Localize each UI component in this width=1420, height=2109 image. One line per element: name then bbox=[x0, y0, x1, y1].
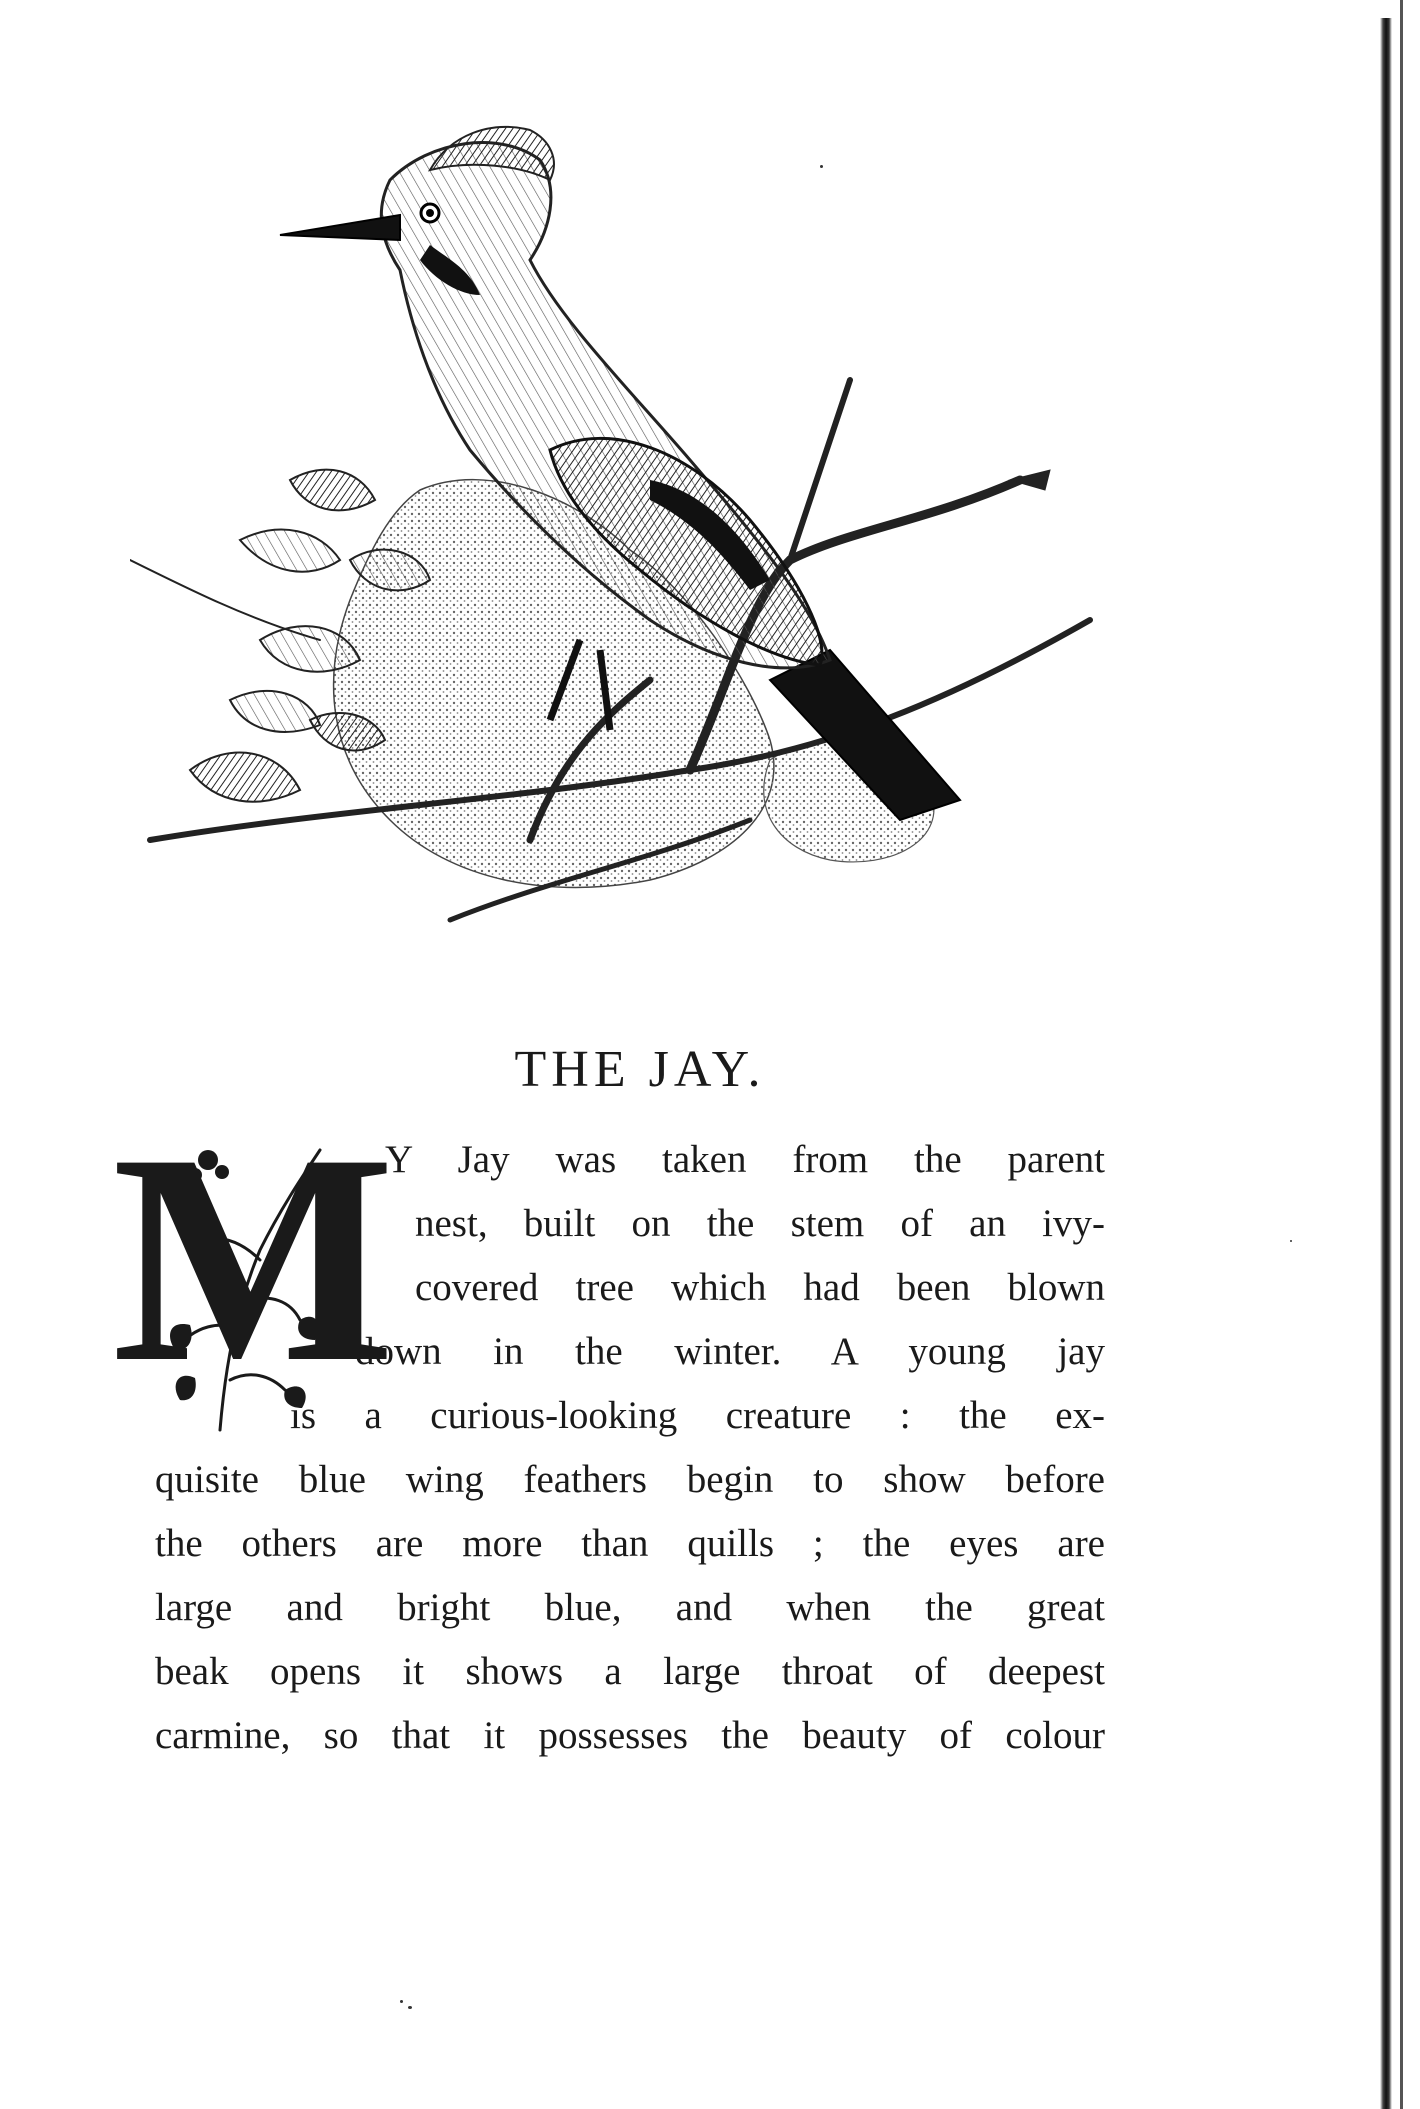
chapter-title: THE JAY. bbox=[514, 1041, 766, 1098]
text-line-8: large and bright blue, and when the great bbox=[155, 1586, 1105, 1629]
text-line-1: Y Jay was taken from the parent bbox=[385, 1138, 1105, 1181]
page-edge-shadow bbox=[1380, 18, 1392, 2109]
page-edge-line bbox=[1400, 0, 1403, 2109]
jay-illustration bbox=[130, 120, 1130, 970]
jay-beak bbox=[280, 215, 400, 240]
text-line-5: is a curious-looking creature : the ex- bbox=[290, 1394, 1105, 1437]
body-text bbox=[155, 1128, 1105, 1768]
text-line-4: down in the winter. A young jay bbox=[355, 1330, 1105, 1373]
dropcap-letter: M bbox=[112, 1092, 396, 1424]
text-line-9: beak opens it shows a large throat of deepest bbox=[155, 1650, 1105, 1693]
text-line-6: quisite blue wing feathers begin to show before bbox=[155, 1458, 1105, 1501]
text-line-7: the others are more than quills ; the eyes are bbox=[155, 1522, 1105, 1565]
text-line-2: nest, built on the stem of an ivy- bbox=[415, 1202, 1105, 1245]
text-line-10: carmine, so that it possesses the beauty of colour bbox=[155, 1714, 1105, 1757]
text-line-3: covered tree which had been blown bbox=[415, 1266, 1105, 1309]
